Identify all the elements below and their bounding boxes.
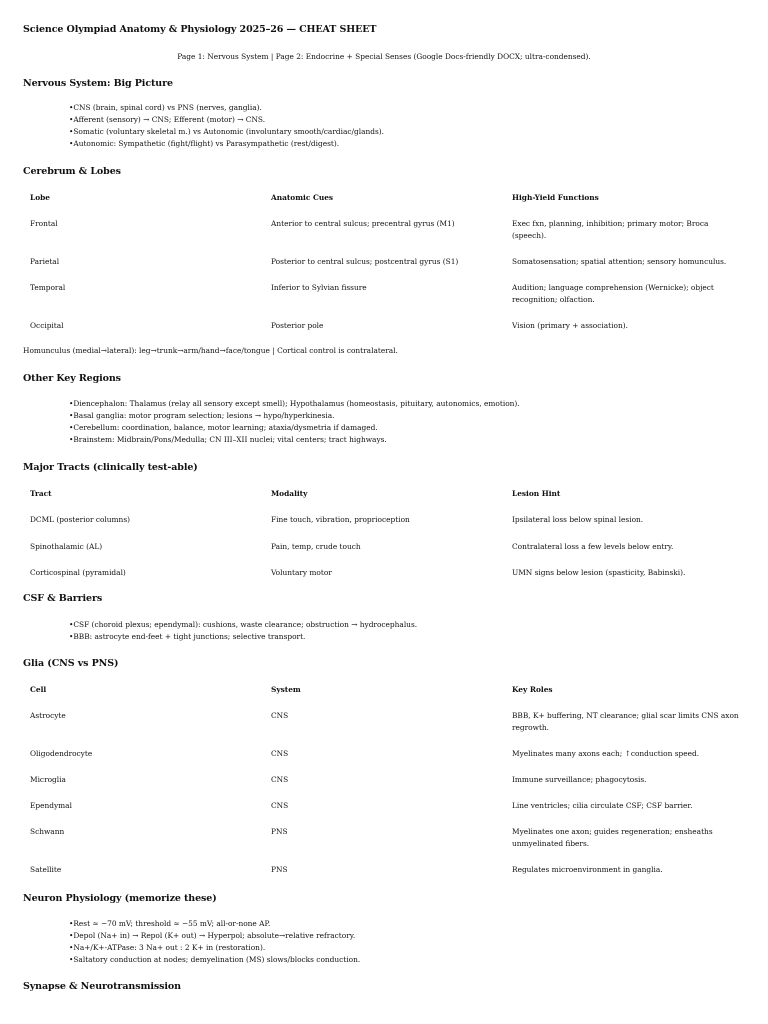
bullet-item: • Diencephalon: Thalamus (relay all sensory except smell); Hypothalamus (homeostasis, pituitary, autonomics, emotion). bbox=[69, 398, 520, 410]
bullet-item: • Somatic (voluntary skeletal m.) vs Autonomic (involuntary smooth/cardiac/glands). bbox=[69, 126, 384, 138]
table-cell: UMN signs below lesion (spasticity, Babinski). bbox=[512, 568, 686, 577]
table-cell: Fine touch, vibration, proprioception bbox=[271, 515, 410, 524]
table-cell: PNS bbox=[271, 865, 288, 874]
bullet-item: • Brainstem: Midbrain/Pons/Medulla; CN III–XII nuclei; vital centers; tract highways. bbox=[69, 434, 520, 446]
column-header: System bbox=[271, 685, 301, 694]
table-cell: Exec fxn, planning, inhibition; primary motor; Broca (speech). bbox=[512, 219, 709, 240]
table-cell: Satellite bbox=[30, 865, 62, 874]
heading-other-key-regions: Other Key Regions bbox=[23, 373, 121, 384]
table-cell: CNS bbox=[271, 801, 289, 810]
heading-glia: Glia (CNS vs PNS) bbox=[23, 658, 119, 669]
table-cerebrum-lobes bbox=[23, 192, 745, 340]
table-cell: Inferior to Sylvian fissure bbox=[271, 283, 367, 292]
table-cell: Astrocyte bbox=[30, 711, 66, 720]
bullet-item: • Na+/K+-ATPase: 3 Na+ out : 2 K+ in (restoration). bbox=[69, 942, 360, 954]
table-row bbox=[23, 541, 745, 567]
table-cell: PNS bbox=[271, 827, 288, 836]
column-header: Key Roles bbox=[512, 685, 553, 694]
table-cell: Audition; language comprehension (Wernicke); object recognition; olfaction. bbox=[512, 283, 714, 304]
heading-major-tracts: Major Tracts (clinically test-able) bbox=[23, 462, 198, 473]
table-row bbox=[23, 748, 745, 774]
table-cell: Microglia bbox=[30, 775, 66, 784]
table-cell: Posterior to central sulcus; postcentral gyrus (S1) bbox=[271, 257, 459, 266]
table-cell: Occipital bbox=[30, 321, 64, 330]
column-header: Modality bbox=[271, 489, 308, 498]
bullet-item: • Afferent (sensory) → CNS; Efferent (motor) → CNS. bbox=[69, 114, 384, 126]
table-cell: Voluntary motor bbox=[271, 568, 332, 577]
table-row bbox=[23, 864, 745, 884]
table-cell: Spinothalamic (AL) bbox=[30, 542, 103, 551]
table-cell: DCML (posterior columns) bbox=[30, 515, 130, 524]
table-row bbox=[23, 320, 745, 340]
table-cell: CNS bbox=[271, 775, 289, 784]
heading-csf-barriers: CSF & Barriers bbox=[23, 593, 103, 604]
table-cell: Vision (primary + association). bbox=[512, 321, 628, 330]
table-cell: Immune surveillance; phagocytosis. bbox=[512, 775, 647, 784]
table-row bbox=[23, 774, 745, 800]
bullet-item: • CSF (choroid plexus; ependymal): cushions, waste clearance; obstruction → hydrocephalus. bbox=[69, 619, 417, 631]
column-header: Anatomic Cues bbox=[271, 193, 334, 202]
bullet-item: • BBB: astrocyte end-feet + tight junctions; selective transport. bbox=[69, 631, 417, 643]
table-cell: Anterior to central sulcus; precentral gyrus (M1) bbox=[271, 219, 455, 228]
table-header-row bbox=[23, 684, 745, 710]
column-header: Lobe bbox=[30, 193, 50, 202]
document-subtitle: Page 1: Nervous System | Page 2: Endocrine + Special Senses (Google Docs-friendly DOCX; ultra-condensed). bbox=[177, 52, 591, 61]
bullets-other-key-regions bbox=[69, 398, 520, 446]
bullet-item: • Autonomic: Sympathetic (fight/flight) vs Parasympathetic (rest/digest). bbox=[69, 138, 384, 150]
bullet-item: • Rest ≈ −70 mV; threshold ≈ −55 mV; all-or-none AP. bbox=[69, 918, 360, 930]
bullet-item: • Depol (Na+ in) → Repol (K+ out) → Hyperpol; absolute→relative refractory. bbox=[69, 930, 360, 942]
table-row bbox=[23, 567, 745, 587]
table-cell: Pain, temp, crude touch bbox=[271, 542, 361, 551]
table-cell: BBB, K+ buffering, NT clearance; glial scar limits CNS axon regrowth. bbox=[512, 711, 739, 732]
table-row bbox=[23, 514, 745, 541]
column-header: Cell bbox=[30, 685, 47, 694]
table-cell: Contralateral loss a few levels below entry. bbox=[512, 542, 674, 551]
heading-cerebrum-lobes: Cerebrum & Lobes bbox=[23, 166, 121, 177]
table-row bbox=[23, 710, 745, 748]
table-cell: Ipsilateral loss below spinal lesion. bbox=[512, 515, 644, 524]
table-cell: Frontal bbox=[30, 219, 58, 228]
table-row bbox=[23, 282, 745, 320]
document-title: Science Olympiad Anatomy & Physiology 2025–26 — CHEAT SHEET bbox=[23, 24, 377, 35]
table-row bbox=[23, 218, 745, 256]
table-cell: Oligodendrocyte bbox=[30, 749, 93, 758]
table-cell: Posterior pole bbox=[271, 321, 324, 330]
table-row bbox=[23, 800, 745, 826]
bullet-item: • Saltatory conduction at nodes; demyelination (MS) slows/blocks conduction. bbox=[69, 954, 360, 966]
table-cell: Corticospinal (pyramidal) bbox=[30, 568, 126, 577]
table-cell: Myelinates one axon; guides regeneration; ensheaths unmyelinated fibers. bbox=[512, 827, 713, 848]
heading-synapse: Synapse & Neurotransmission bbox=[23, 981, 181, 992]
table-cell: Myelinates many axons each; ↑conduction speed. bbox=[512, 749, 700, 758]
bullet-item: • Basal ganglia: motor program selection; lesions → hypo/hyperkinesia. bbox=[69, 410, 520, 422]
table-glia bbox=[23, 684, 745, 884]
bullets-csf-barriers bbox=[69, 619, 417, 643]
table-row bbox=[23, 256, 745, 282]
column-header: Lesion Hint bbox=[512, 489, 561, 498]
table-header-row bbox=[23, 192, 745, 218]
bullets-nervous-big-picture bbox=[69, 102, 384, 150]
bullet-item: • Cerebellum: coordination, balance, motor learning; ataxia/dysmetria if damaged. bbox=[69, 422, 520, 434]
bullet-item: • CNS (brain, spinal cord) vs PNS (nerves, ganglia). bbox=[69, 102, 384, 114]
table-cell: Temporal bbox=[30, 283, 66, 292]
table-row bbox=[23, 826, 745, 864]
bullets-neuron-physiology bbox=[69, 918, 360, 966]
table-cell: Schwann bbox=[30, 827, 65, 836]
table-cell: CNS bbox=[271, 749, 289, 758]
homunculus-note: Homunculus (medial→lateral): leg→trunk→arm/hand→face/tongue | Cortical control is contralateral. bbox=[23, 346, 398, 355]
heading-nervous-big-picture: Nervous System: Big Picture bbox=[23, 78, 173, 89]
table-cell: Parietal bbox=[30, 257, 60, 266]
column-header: High-Yield Functions bbox=[512, 193, 599, 202]
table-header-row bbox=[23, 488, 745, 514]
table-cell: Ependymal bbox=[30, 801, 72, 810]
heading-neuron-physiology: Neuron Physiology (memorize these) bbox=[23, 893, 217, 904]
table-cell: CNS bbox=[271, 711, 289, 720]
table-cell: Regulates microenvironment in ganglia. bbox=[512, 865, 663, 874]
table-major-tracts bbox=[23, 488, 745, 587]
table-cell: Line ventricles; cilia circulate CSF; CSF barrier. bbox=[512, 801, 693, 810]
table-cell: Somatosensation; spatial attention; sensory homunculus. bbox=[512, 257, 727, 266]
column-header: Tract bbox=[30, 489, 52, 498]
